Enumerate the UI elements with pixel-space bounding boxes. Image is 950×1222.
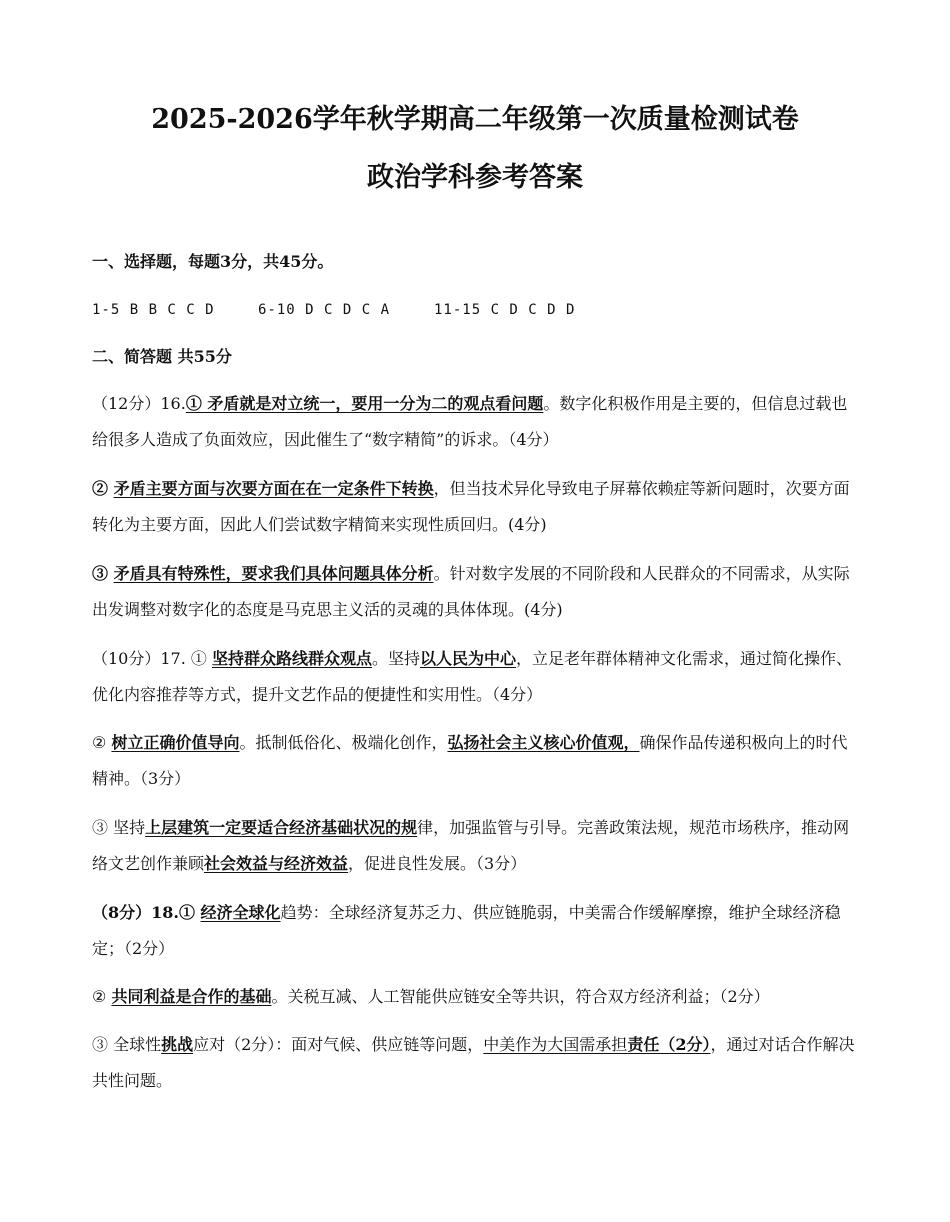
q17-marker3: ③ 坚持	[92, 818, 146, 837]
answers-11-15: 11-15 C D C D D	[434, 302, 576, 318]
q17-text3: ，促进良性发展。（3分）	[348, 854, 527, 873]
q17-key2b: 弘扬社会主义核心价值观，	[447, 733, 640, 752]
q16-text1: 。数字化积极作用是主要的，但信息过载也给很多人造成了负面效应，因此催生了“数字精简”的诉求。（4分）	[92, 394, 848, 449]
q18-point1	[92, 895, 860, 967]
exam-title: 2025-2026学年秋学期高二年级第一次质量检测试卷	[151, 104, 799, 135]
q17-key3b: 社会效益与经济效益	[204, 854, 349, 873]
q17-text1: ，立足老年群体精神文化需求，通过简化操作、优化内容推荐等方式，提升文艺作品的便捷性和实用性。（4分）	[92, 649, 853, 704]
q16-point3	[92, 556, 860, 628]
q16-text3: 。针对数字发展的不同阶段和人民群众的不同需求，从实际出发调整对数字化的态度是马克思主义活的灵魂的具体体现。(4分)	[92, 564, 850, 619]
q17-point1	[92, 641, 860, 713]
q17-prefix: （10分）17. ①	[92, 649, 212, 668]
q17-text2: 确保作品传递积极向上的时代精神。（3分）	[92, 733, 848, 788]
choice-answers	[92, 292, 860, 328]
q18-key3b: 责任（2分）	[627, 1035, 711, 1054]
answers-1-5: 1-5 B B C C D	[92, 302, 215, 318]
q16-marker2: ②	[92, 479, 114, 498]
q18-point3	[92, 1027, 860, 1099]
q16-key2: 矛盾主要方面与次要方面在在一定条件下转换	[113, 479, 434, 498]
q16-key3: 矛盾具有特殊性，要求我们具体问题具体分析	[113, 564, 434, 583]
section1-heading: 一、选择题，每题3分，共45分。	[92, 252, 334, 271]
q17-mid3: 律，加强监管与引导。完善政策法规，规范市场秩序，推动网络文艺创作兼顾	[92, 818, 850, 873]
q17-key3a: 上层建筑一定要适合经济基础状况的规	[145, 818, 418, 837]
subject-title: 政治学科参考答案	[367, 162, 583, 193]
q16-text2: ，但当技术异化导致电子屏幕依赖症等新问题时，次要方面转化为主要方面，因此人们尝试数字精简来实现性质回归。(4分)	[92, 479, 850, 534]
q18-key2: 共同利益是合作的基础	[111, 987, 272, 1006]
q18-mid3: 应对（2分）：面对气候、供应链等问题，	[193, 1035, 484, 1054]
q17-key1b: 以人民为中心	[420, 649, 517, 668]
q16-point1	[92, 386, 860, 458]
answers-6-10: 6-10 D C D C A	[258, 302, 391, 318]
q16-point2	[92, 471, 860, 543]
q17-key2a: 树立正确价值导向	[111, 733, 240, 752]
q17-key1a: 坚持群众路线群众观点	[211, 649, 372, 668]
q18-underline3: 中美作为大国需承担	[483, 1035, 628, 1054]
q17-mid2: 。抵制低俗化、极端化创作，	[239, 733, 448, 752]
q18-text3: ，通过对话合作解决共性问题。	[92, 1035, 855, 1090]
q16-key1: ① 矛盾就是对立统一，要用一分为二的观点看问题	[185, 394, 544, 413]
q17-point3	[92, 810, 860, 882]
q17-mid1: 。坚持	[372, 649, 421, 668]
q18-point2	[92, 979, 860, 1015]
q18-marker2: ②	[92, 987, 112, 1006]
section2-heading: 二、简答题 共55分	[92, 347, 232, 366]
q16-marker3: ③	[92, 564, 114, 583]
q18-key1: 经济全球化	[200, 903, 281, 922]
q18-text1: 趋势：全球经济复苏乏力、供应链脆弱，中美需合作缓解摩擦，维护全球经济稳定；（2分）	[92, 903, 841, 958]
q16-prefix: （12分）16.	[92, 394, 186, 413]
q18-prefix: （8分）18.①	[92, 903, 201, 922]
q17-marker2: ②	[92, 733, 112, 752]
q17-point2	[92, 725, 860, 797]
q18-text2: 。关税互减、人工智能供应链安全等共识，符合双方经济利益；（2分）	[271, 987, 770, 1006]
q18-key3a: 挑战	[161, 1035, 194, 1054]
q18-marker3: ③ 全球性	[92, 1035, 162, 1054]
